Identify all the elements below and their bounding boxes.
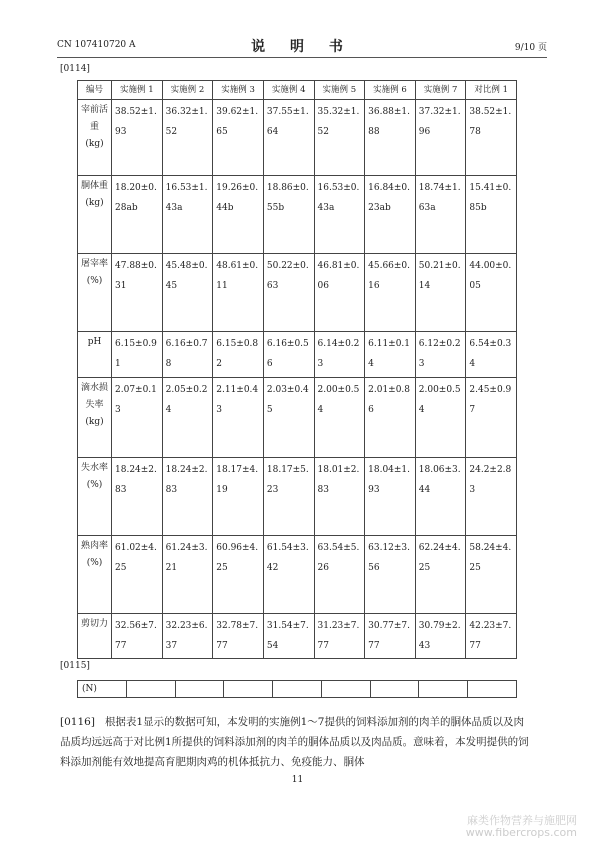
- header-cell: 实施例 6: [365, 81, 416, 100]
- paragraph-text: 根据表1显示的数据可知，本发明的实施例1～7提供的饲料添加剂的肉羊的胴体品质以及肉品质均远远高于对比例1所提供的饲料添加剂的肉羊的胴体品质以及肉品质。意味着，本发明提供的饲料添加剂能有效地提高育肥期肉鸡的机体抵抗力、免疫能力、胴体: [60, 716, 529, 768]
- table-cell: 16.53±0.43a: [314, 176, 365, 254]
- table-cell: 30.77±7.77: [365, 614, 416, 659]
- table-row: [78, 100, 517, 176]
- table-cell: 63.54±5.26: [314, 536, 365, 614]
- header-cell: 实施例 7: [415, 81, 466, 100]
- table-cell: 61.02±4.25: [112, 536, 163, 614]
- table-cell: 42.23±7.77: [466, 614, 517, 659]
- header-cell: 实施例 4: [263, 81, 314, 100]
- empty-cell: [224, 681, 273, 698]
- table-cell: 38.52±1.78: [466, 100, 517, 176]
- table-cell: 18.24±2.83: [162, 458, 213, 536]
- empty-cell: [419, 681, 468, 698]
- unit-cell: (N): [78, 681, 127, 698]
- row-label: 剪切力: [78, 614, 112, 659]
- table-cell: 18.01±2.83: [314, 458, 365, 536]
- table-cell: 24.2±2.83: [466, 458, 517, 536]
- page-number: 11: [291, 775, 304, 785]
- page-header: [57, 36, 547, 56]
- paragraph-number-0114: [0114]: [60, 64, 90, 74]
- table-cell: 6.12±0.23: [415, 332, 466, 378]
- table-cell: 2.01±0.86: [365, 378, 416, 458]
- table-cell: 30.79±2.43: [415, 614, 466, 659]
- table-cell: 50.21±0.14: [415, 254, 466, 332]
- table-cell: 15.41±0.85b: [466, 176, 517, 254]
- table-cell: 37.55±1.64: [263, 100, 314, 176]
- table-cell: 2.07±0.13: [112, 378, 163, 458]
- table-cell: 61.24±3.21: [162, 536, 213, 614]
- watermark-url: www.fibercrops.com: [465, 826, 577, 839]
- table-row: [78, 254, 517, 332]
- empty-cell: [175, 681, 224, 698]
- table-cell: 19.26±0.44b: [213, 176, 264, 254]
- table-cell: 16.84±0.23ab: [365, 176, 416, 254]
- header-cell: 实施例 1: [112, 81, 163, 100]
- table-cell: 6.15±0.91: [112, 332, 163, 378]
- row-label: pH: [78, 332, 112, 378]
- header-cell: 实施例 3: [213, 81, 264, 100]
- table-cell: 31.54±7.54: [263, 614, 314, 659]
- table-cell: 18.74±1.63a: [415, 176, 466, 254]
- empty-cell: [370, 681, 419, 698]
- table-cell: 2.00±0.54: [415, 378, 466, 458]
- table-row: [78, 332, 517, 378]
- row-label: 失水率(%): [78, 458, 112, 536]
- data-table: [77, 80, 517, 659]
- table-cell: 62.24±4.25: [415, 536, 466, 614]
- document-title: 说 明 书: [251, 39, 353, 55]
- table-cell: 37.32±1.96: [415, 100, 466, 176]
- patent-number: CN 107410720 A: [57, 40, 136, 50]
- table-cell: 45.66±0.16: [365, 254, 416, 332]
- table-cell: 18.24±2.83: [112, 458, 163, 536]
- table-cell: 18.17±5.23: [263, 458, 314, 536]
- table-cell: 32.56±7.77: [112, 614, 163, 659]
- table-cell: 36.32±1.52: [162, 100, 213, 176]
- table-cell: 48.61±0.11: [213, 254, 264, 332]
- header-cell: 实施例 5: [314, 81, 365, 100]
- table-cell: 6.11±0.14: [365, 332, 416, 378]
- table-cell: 58.24±4.25: [466, 536, 517, 614]
- row-label: 宰前活重(kg): [78, 100, 112, 176]
- table-cell: 16.53±1.43a: [162, 176, 213, 254]
- empty-cell: [126, 681, 175, 698]
- table-cell: 39.62±1.65: [213, 100, 264, 176]
- table-cell: 38.52±1.93: [112, 100, 163, 176]
- page-indicator: 9/10 页: [514, 43, 547, 53]
- table-cell: 2.11±0.43: [213, 378, 264, 458]
- paragraph-number-0115: [0115]: [60, 661, 90, 671]
- table-cell: 32.23±6.37: [162, 614, 213, 659]
- table-cell: 32.78±7.77: [213, 614, 264, 659]
- table-cell: 18.04±1.93: [365, 458, 416, 536]
- table-cell: 36.88±1.88: [365, 100, 416, 176]
- table-cell: 50.22±0.63: [263, 254, 314, 332]
- watermark-title: 麻类作物营养与施肥网: [467, 814, 577, 827]
- row-label: 滴水损失率(kg): [78, 378, 112, 458]
- table-row: [78, 176, 517, 254]
- table-cell: 6.54±0.34: [466, 332, 517, 378]
- unit-table: [77, 680, 517, 698]
- table-cell: 6.14±0.23: [314, 332, 365, 378]
- table-header-row: [78, 81, 517, 100]
- row-label: 胴体重(kg): [78, 176, 112, 254]
- table-cell: 18.20±0.28ab: [112, 176, 163, 254]
- empty-cell: [321, 681, 370, 698]
- header-cell: 编号: [78, 81, 112, 100]
- table-cell: 35.32±1.52: [314, 100, 365, 176]
- table-cell: 6.16±0.56: [263, 332, 314, 378]
- table-cell: 18.06±3.44: [415, 458, 466, 536]
- table-cell: 18.86±0.55b: [263, 176, 314, 254]
- table-cell: 63.12±3.56: [365, 536, 416, 614]
- table-cell: 44.00±0.05: [466, 254, 517, 332]
- table-cell: 18.17±4.19: [213, 458, 264, 536]
- table-cell: 2.05±0.24: [162, 378, 213, 458]
- table-row: [78, 378, 517, 458]
- table-row: [78, 681, 517, 698]
- paragraph-number: [0116]: [60, 716, 95, 728]
- row-label: 熟肉率(%): [78, 536, 112, 614]
- header-cell: 对比例 1: [466, 81, 517, 100]
- table-cell: 2.00±0.54: [314, 378, 365, 458]
- table-cell: 6.15±0.82: [213, 332, 264, 378]
- table-row: [78, 536, 517, 614]
- table-cell: 46.81±0.06: [314, 254, 365, 332]
- table-cell: 2.45±0.97: [466, 378, 517, 458]
- table-row: [78, 614, 517, 659]
- table-cell: 47.88±0.31: [112, 254, 163, 332]
- paragraph-0116: [60, 712, 530, 772]
- empty-cell: [468, 681, 517, 698]
- table-row: [78, 458, 517, 536]
- table-cell: 60.96±4.25: [213, 536, 264, 614]
- table-cell: 61.54±3.42: [263, 536, 314, 614]
- header-cell: 实施例 2: [162, 81, 213, 100]
- row-label: 屠宰率(%): [78, 254, 112, 332]
- header-rule: [57, 57, 547, 58]
- table-cell: 45.48±0.45: [162, 254, 213, 332]
- table-cell: 31.23±7.77: [314, 614, 365, 659]
- table-cell: 6.16±0.78: [162, 332, 213, 378]
- empty-cell: [273, 681, 322, 698]
- table-cell: 2.03±0.45: [263, 378, 314, 458]
